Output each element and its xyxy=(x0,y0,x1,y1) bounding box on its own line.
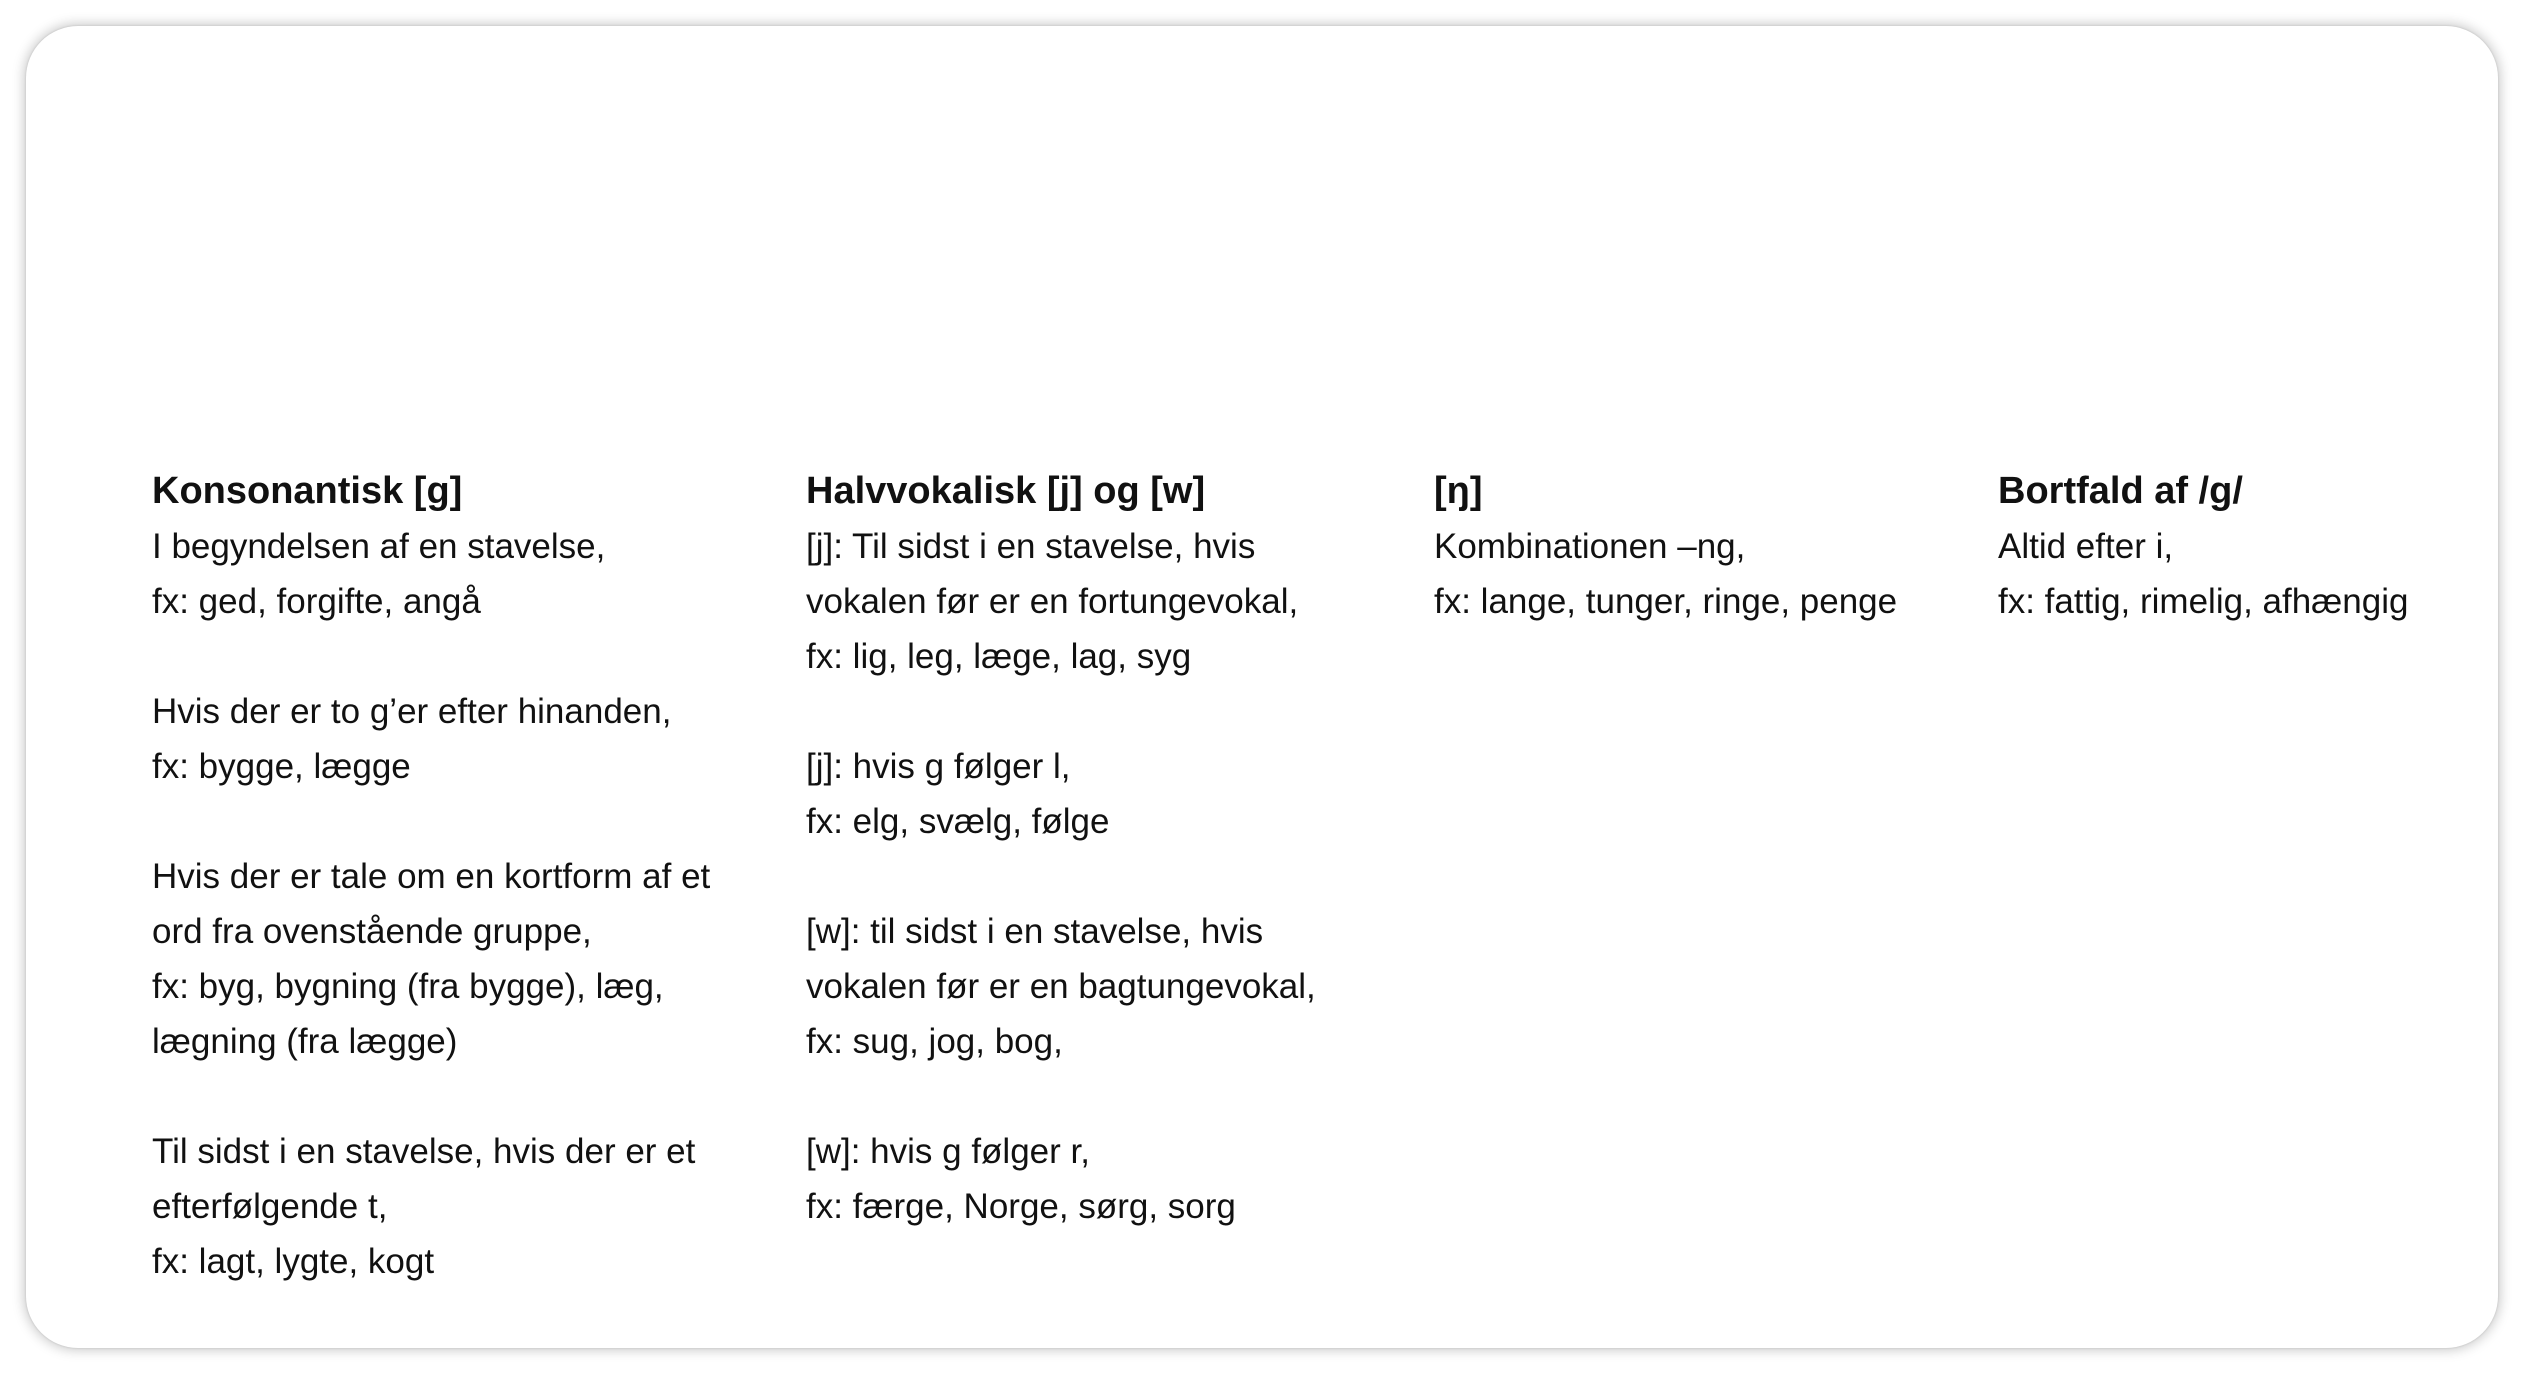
rule-example: fx: byg, bygning (fra bygge), læg, xyxy=(152,967,664,1006)
rule-example: lægning (fra lægge) xyxy=(152,1022,458,1061)
rule-block xyxy=(152,849,792,1069)
rule-text: vokalen før er en bagtungevokal, xyxy=(806,967,1316,1006)
column-bortfald xyxy=(1998,464,2518,684)
rule-block xyxy=(806,519,1426,684)
column-konsonantisk xyxy=(152,464,792,1344)
rule-text: Hvis der er tale om en kortform af et xyxy=(152,857,711,896)
rule-example: fx: ged, forgifte, angå xyxy=(152,582,481,621)
rule-text: I begyndelsen af en stavelse, xyxy=(152,527,606,566)
rule-text: Hvis der er to g’er efter hinanden, xyxy=(152,692,672,731)
rule-block xyxy=(152,1124,792,1289)
rule-example: fx: lig, leg, læge, lag, syg xyxy=(806,637,1192,676)
column-heading: [ŋ] xyxy=(1434,470,1483,512)
rule-text: [j]: Til sidst i en stavelse, hvis xyxy=(806,527,1256,566)
rule-example: fx: lange, tunger, ringe, penge xyxy=(1434,582,1898,621)
content-card xyxy=(26,26,2498,1348)
column-heading: Halvvokalisk [j] og [w] xyxy=(806,470,1206,512)
rule-text: [w]: til sidst i en stavelse, hvis xyxy=(806,912,1264,951)
rule-text: vokalen før er en fortungevokal, xyxy=(806,582,1299,621)
rule-text: Til sidst i en stavelse, hvis der er et xyxy=(152,1132,696,1171)
rule-block xyxy=(152,684,792,794)
rule-text: efterfølgende t, xyxy=(152,1187,388,1226)
rule-block xyxy=(152,519,792,629)
rule-block xyxy=(806,1124,1426,1234)
column-eng xyxy=(1434,464,1994,684)
rule-block xyxy=(1434,519,1994,629)
rule-text: [j]: hvis g følger l, xyxy=(806,747,1071,786)
rule-example: fx: sug, jog, bog, xyxy=(806,1022,1063,1061)
rule-example: fx: bygge, lægge xyxy=(152,747,411,786)
rule-block xyxy=(806,739,1426,849)
column-halvvokalisk xyxy=(806,464,1426,1289)
rule-text: [w]: hvis g følger r, xyxy=(806,1132,1090,1171)
rule-example: fx: lagt, lygte, kogt xyxy=(152,1242,435,1281)
column-heading: Konsonantisk [g] xyxy=(152,470,463,512)
rule-example: fx: elg, svælg, følge xyxy=(806,802,1110,841)
rule-text: ord fra ovenstående gruppe, xyxy=(152,912,592,951)
rule-block xyxy=(806,904,1426,1069)
column-heading: Bortfald af /g/ xyxy=(1998,470,2243,512)
rule-text: Altid efter i, xyxy=(1998,527,2174,566)
rule-text: Kombinationen –ng, xyxy=(1434,527,1746,566)
rule-block xyxy=(1998,519,2518,629)
rule-example: fx: fattig, rimelig, afhængig xyxy=(1998,582,2409,621)
rule-example: fx: færge, Norge, sørg, sorg xyxy=(806,1187,1236,1226)
